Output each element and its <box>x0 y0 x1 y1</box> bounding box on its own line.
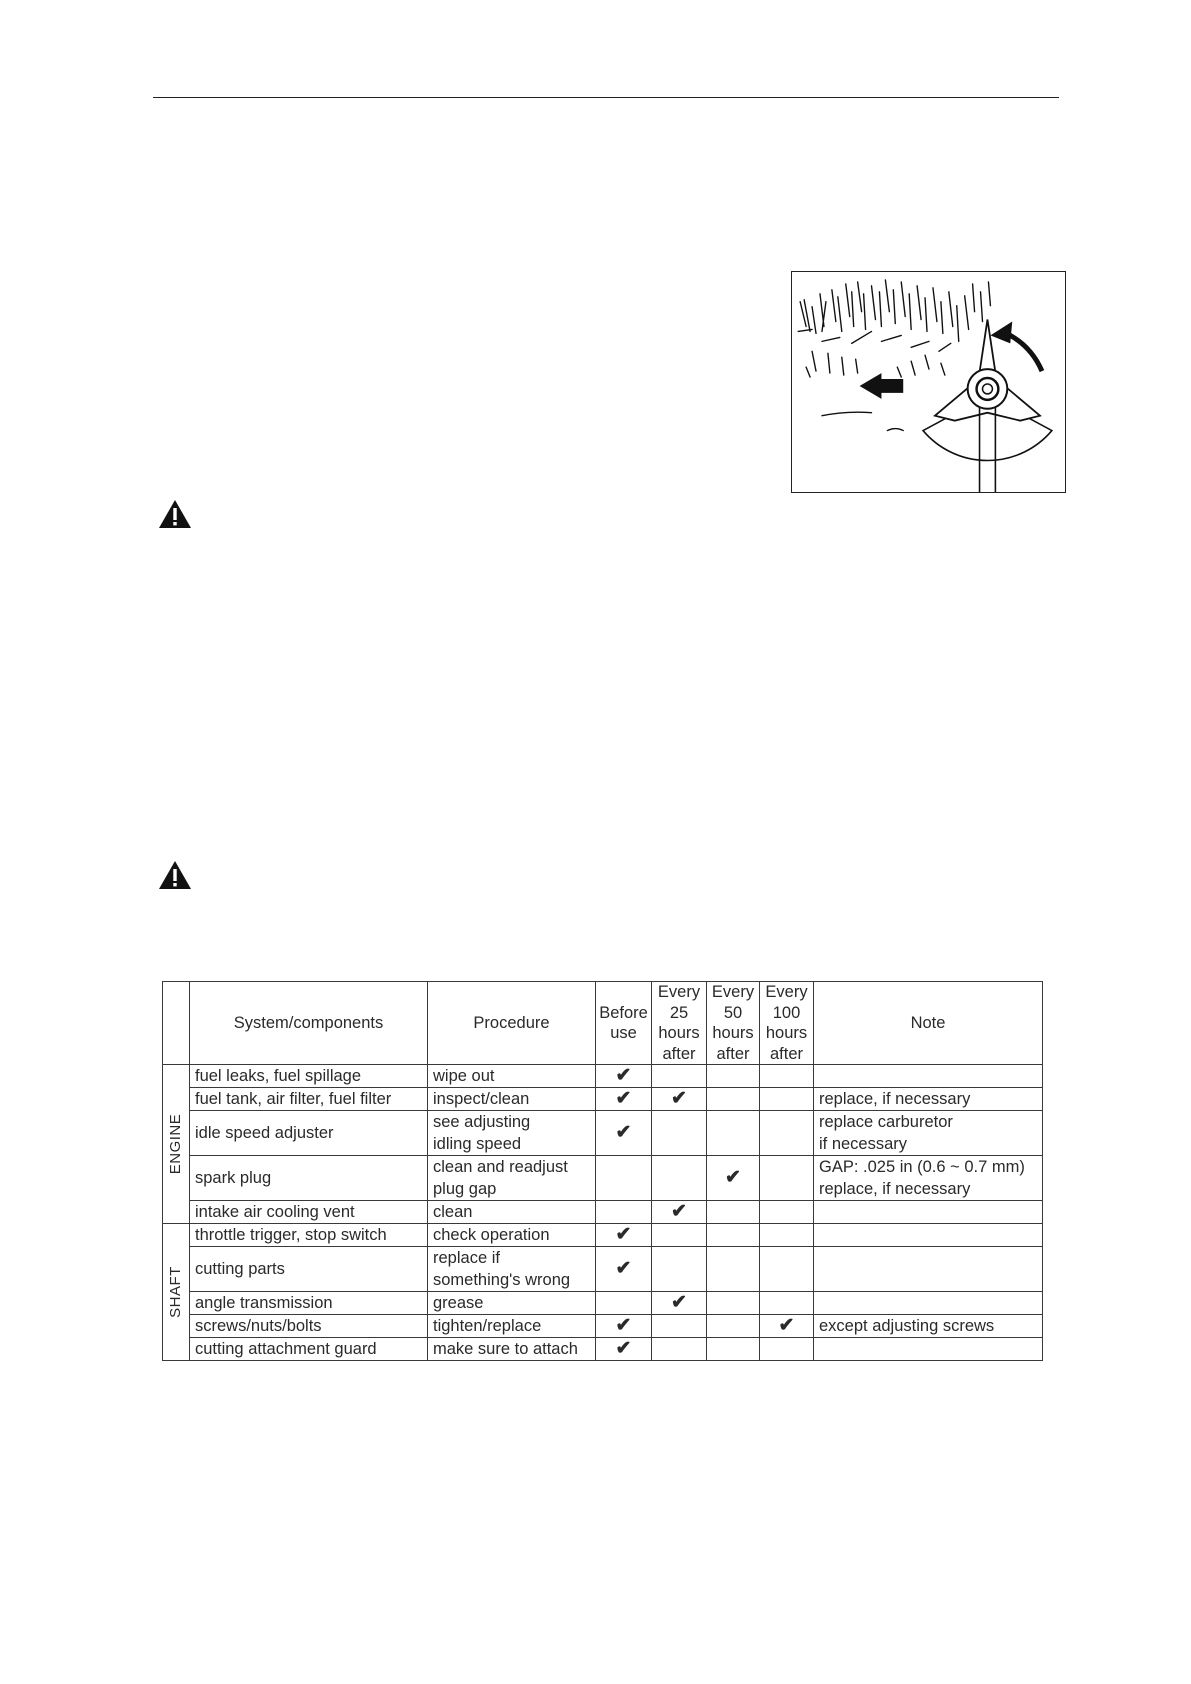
header-every-50: Every 50 hours after <box>707 982 760 1065</box>
note-cell: replace carburetor if necessary <box>814 1111 1043 1156</box>
component-cell: angle transmission <box>190 1292 428 1315</box>
check-every-100 <box>760 1088 814 1111</box>
check-every-100 <box>760 1224 814 1247</box>
check-every-25 <box>652 1247 707 1292</box>
check-every-25 <box>652 1315 707 1338</box>
note-cell <box>814 1224 1043 1247</box>
procedure-cell: check operation <box>428 1224 596 1247</box>
check-every-25 <box>652 1156 707 1201</box>
check-every-100 <box>760 1247 814 1292</box>
procedure-cell: tighten/replace <box>428 1315 596 1338</box>
table-row <box>163 1201 1043 1224</box>
check-every-25 <box>652 1065 707 1088</box>
check-every-50 <box>707 1247 760 1292</box>
component-cell: screws/nuts/bolts <box>190 1315 428 1338</box>
check-every-25: ✔ <box>652 1088 707 1111</box>
note-cell: except adjusting screws <box>814 1315 1043 1338</box>
table-row <box>163 1292 1043 1315</box>
check-every-100 <box>760 1201 814 1224</box>
table-row <box>163 1315 1043 1338</box>
component-cell: spark plug <box>190 1156 428 1201</box>
header-rule <box>153 97 1059 98</box>
header-before-use: Before use <box>596 982 652 1065</box>
check-every-100 <box>760 1338 814 1361</box>
check-before-use: ✔ <box>596 1338 652 1361</box>
blade-cutting-grass-icon <box>792 272 1065 492</box>
note-cell <box>814 1292 1043 1315</box>
check-every-50 <box>707 1088 760 1111</box>
header-every-25: Every 25 hours after <box>652 982 707 1065</box>
check-every-50 <box>707 1065 760 1088</box>
header-note: Note <box>814 982 1043 1065</box>
check-before-use <box>596 1292 652 1315</box>
check-every-50: ✔ <box>707 1156 760 1201</box>
procedure-cell: see adjusting idling speed <box>428 1111 596 1156</box>
table-row <box>163 1111 1043 1156</box>
component-cell: idle speed adjuster <box>190 1111 428 1156</box>
warning-icon <box>158 499 192 529</box>
check-before-use: ✔ <box>596 1247 652 1292</box>
check-every-50 <box>707 1111 760 1156</box>
check-every-50 <box>707 1224 760 1247</box>
table-row <box>163 1224 1043 1247</box>
check-every-50 <box>707 1338 760 1361</box>
check-every-50 <box>707 1201 760 1224</box>
check-before-use <box>596 1156 652 1201</box>
group-engine: ENGINE <box>163 1065 190 1224</box>
component-cell: fuel tank, air filter, fuel filter <box>190 1088 428 1111</box>
group-shaft: SHAFT <box>163 1224 190 1361</box>
procedure-cell: wipe out <box>428 1065 596 1088</box>
table-row <box>163 1156 1043 1201</box>
check-every-25 <box>652 1338 707 1361</box>
header-every-100: Every 100 hours after <box>760 982 814 1065</box>
note-cell <box>814 1201 1043 1224</box>
component-cell: cutting parts <box>190 1247 428 1292</box>
cutting-illustration <box>791 271 1066 493</box>
component-cell: throttle trigger, stop switch <box>190 1224 428 1247</box>
component-cell: cutting attachment guard <box>190 1338 428 1361</box>
check-every-100 <box>760 1111 814 1156</box>
group-header <box>163 982 190 1065</box>
check-every-100 <box>760 1065 814 1088</box>
check-before-use: ✔ <box>596 1088 652 1111</box>
procedure-cell: grease <box>428 1292 596 1315</box>
check-every-25 <box>652 1111 707 1156</box>
header-procedure: Procedure <box>428 982 596 1065</box>
note-cell <box>814 1247 1043 1292</box>
check-every-50 <box>707 1315 760 1338</box>
note-cell: GAP: .025 in (0.6 ~ 0.7 mm) replace, if necessary <box>814 1156 1043 1201</box>
procedure-cell: make sure to attach <box>428 1338 596 1361</box>
check-before-use: ✔ <box>596 1065 652 1088</box>
note-cell <box>814 1338 1043 1361</box>
header-system: System/components <box>190 982 428 1065</box>
check-every-25: ✔ <box>652 1201 707 1224</box>
check-before-use <box>596 1201 652 1224</box>
table-header-row <box>163 982 1043 1065</box>
table-row <box>163 1088 1043 1111</box>
check-before-use: ✔ <box>596 1315 652 1338</box>
table-row <box>163 1247 1043 1292</box>
note-cell: replace, if necessary <box>814 1088 1043 1111</box>
check-every-25 <box>652 1224 707 1247</box>
check-every-50 <box>707 1292 760 1315</box>
procedure-cell: clean and readjust plug gap <box>428 1156 596 1201</box>
warning-icon <box>158 860 192 890</box>
component-cell: fuel leaks, fuel spillage <box>190 1065 428 1088</box>
check-every-100 <box>760 1292 814 1315</box>
check-before-use: ✔ <box>596 1224 652 1247</box>
procedure-cell: inspect/clean <box>428 1088 596 1111</box>
check-every-25: ✔ <box>652 1292 707 1315</box>
procedure-cell: clean <box>428 1201 596 1224</box>
note-cell <box>814 1065 1043 1088</box>
table-row <box>163 1065 1043 1088</box>
table-row <box>163 1338 1043 1361</box>
check-every-100 <box>760 1156 814 1201</box>
maintenance-schedule-table <box>162 981 1043 1361</box>
check-every-100: ✔ <box>760 1315 814 1338</box>
component-cell: intake air cooling vent <box>190 1201 428 1224</box>
check-before-use: ✔ <box>596 1111 652 1156</box>
procedure-cell: replace if something's wrong <box>428 1247 596 1292</box>
